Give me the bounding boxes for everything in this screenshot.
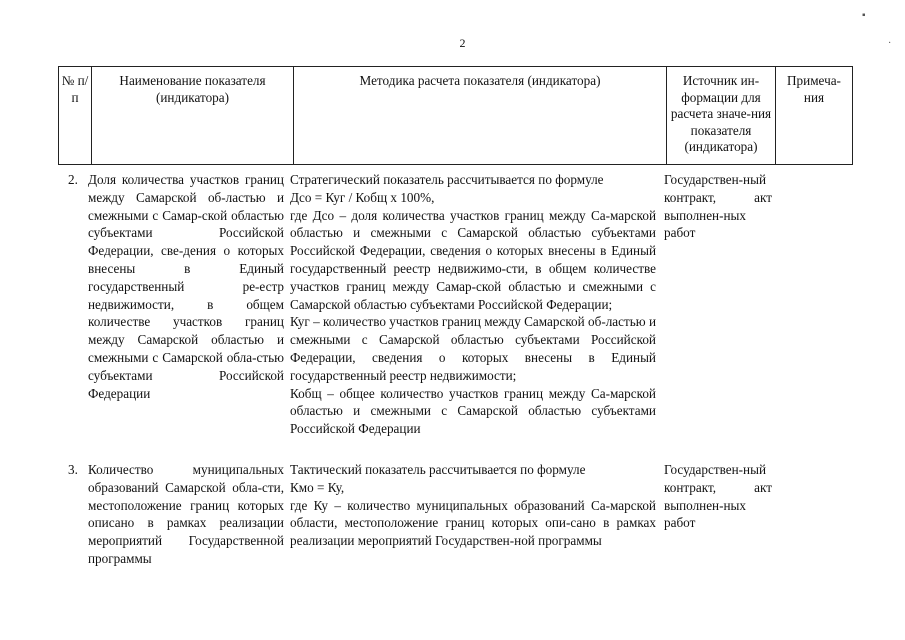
calculation-method bbox=[288, 171, 660, 438]
method-formula: Кмо = Ку, bbox=[290, 479, 345, 495]
header-calculation-method: Методика расчета показателя (индикатора) bbox=[294, 67, 667, 165]
table-row bbox=[58, 461, 772, 568]
header-indicator-name: Наименование показателя (индикатора) bbox=[92, 67, 294, 165]
header-notes: Примеча-ния bbox=[776, 67, 853, 165]
page-number: 2 bbox=[459, 36, 466, 50]
header-information-source: Источник ин-формации для расчета значе-ния показателя (индикатора) bbox=[667, 67, 776, 165]
scan-speck: · bbox=[888, 38, 892, 49]
method-line: где Дсо – доля количества участков границ между Са-марской областью и смежными с Самарской областью субъектами Российской Федерации, сведения о которых внесены в Единый государственный реестр недвижимо-сти, в общем количестве участков границ между Самар-ской областью и смежными с Самарской областью субъектами Российской Федерации; bbox=[290, 207, 656, 312]
method-line: Тактический показатель рассчитывается по формуле bbox=[290, 462, 586, 477]
method-formula: Дсо = Куг / Кобщ х 100%, bbox=[290, 189, 435, 205]
indicator-table-header bbox=[58, 66, 853, 165]
method-line: Стратегический показатель рассчитывается по формуле bbox=[290, 172, 604, 187]
scan-speck: ▪ bbox=[862, 10, 866, 21]
table-row bbox=[58, 171, 772, 438]
indicator-name: Количество муниципальных образований Самарской обла-сти, местоположение границ которых описано в рамках реализации мероприятий Государственной программы bbox=[88, 462, 284, 566]
row-number: 2. bbox=[68, 172, 78, 187]
method-line: Кобщ – общее количество участков границ между Са-марской областью и смежными с Самарской областью субъектами Российской Федерации bbox=[290, 385, 656, 437]
information-source: Государствен-ный контракт, акт выполнен-ных работ bbox=[664, 172, 772, 241]
method-line: Куг – количество участков границ между Самарской об-ластью и смежными с Самарской областью субъектами Российской Федерации, сведения о которых внесены в Единый государственный реестр недвижимости; bbox=[290, 314, 656, 383]
indicator-name: Доля количества участков границ между Самарской об-ластью и смежными с Самар-ской областью субъектами Российской Федерации, све-дения о которых внесены в Единый государственный ре-естр недвижимости, в общем количестве участков границ между Самарской областью и смежными с Самарской обла-стью субъектами Российской Федерации bbox=[88, 172, 284, 401]
information-source: Государствен-ный контракт, акт выполнен-ных работ bbox=[664, 462, 772, 531]
header-number: № п/п bbox=[59, 67, 92, 165]
method-line: где Ку – количество муниципальных образований Са-марской области, местоположение границ которых опи-сано в рамках реализации мероприятий Государствен-ной программы bbox=[290, 497, 656, 549]
row-number: 3. bbox=[68, 462, 78, 477]
calculation-method bbox=[288, 461, 660, 568]
